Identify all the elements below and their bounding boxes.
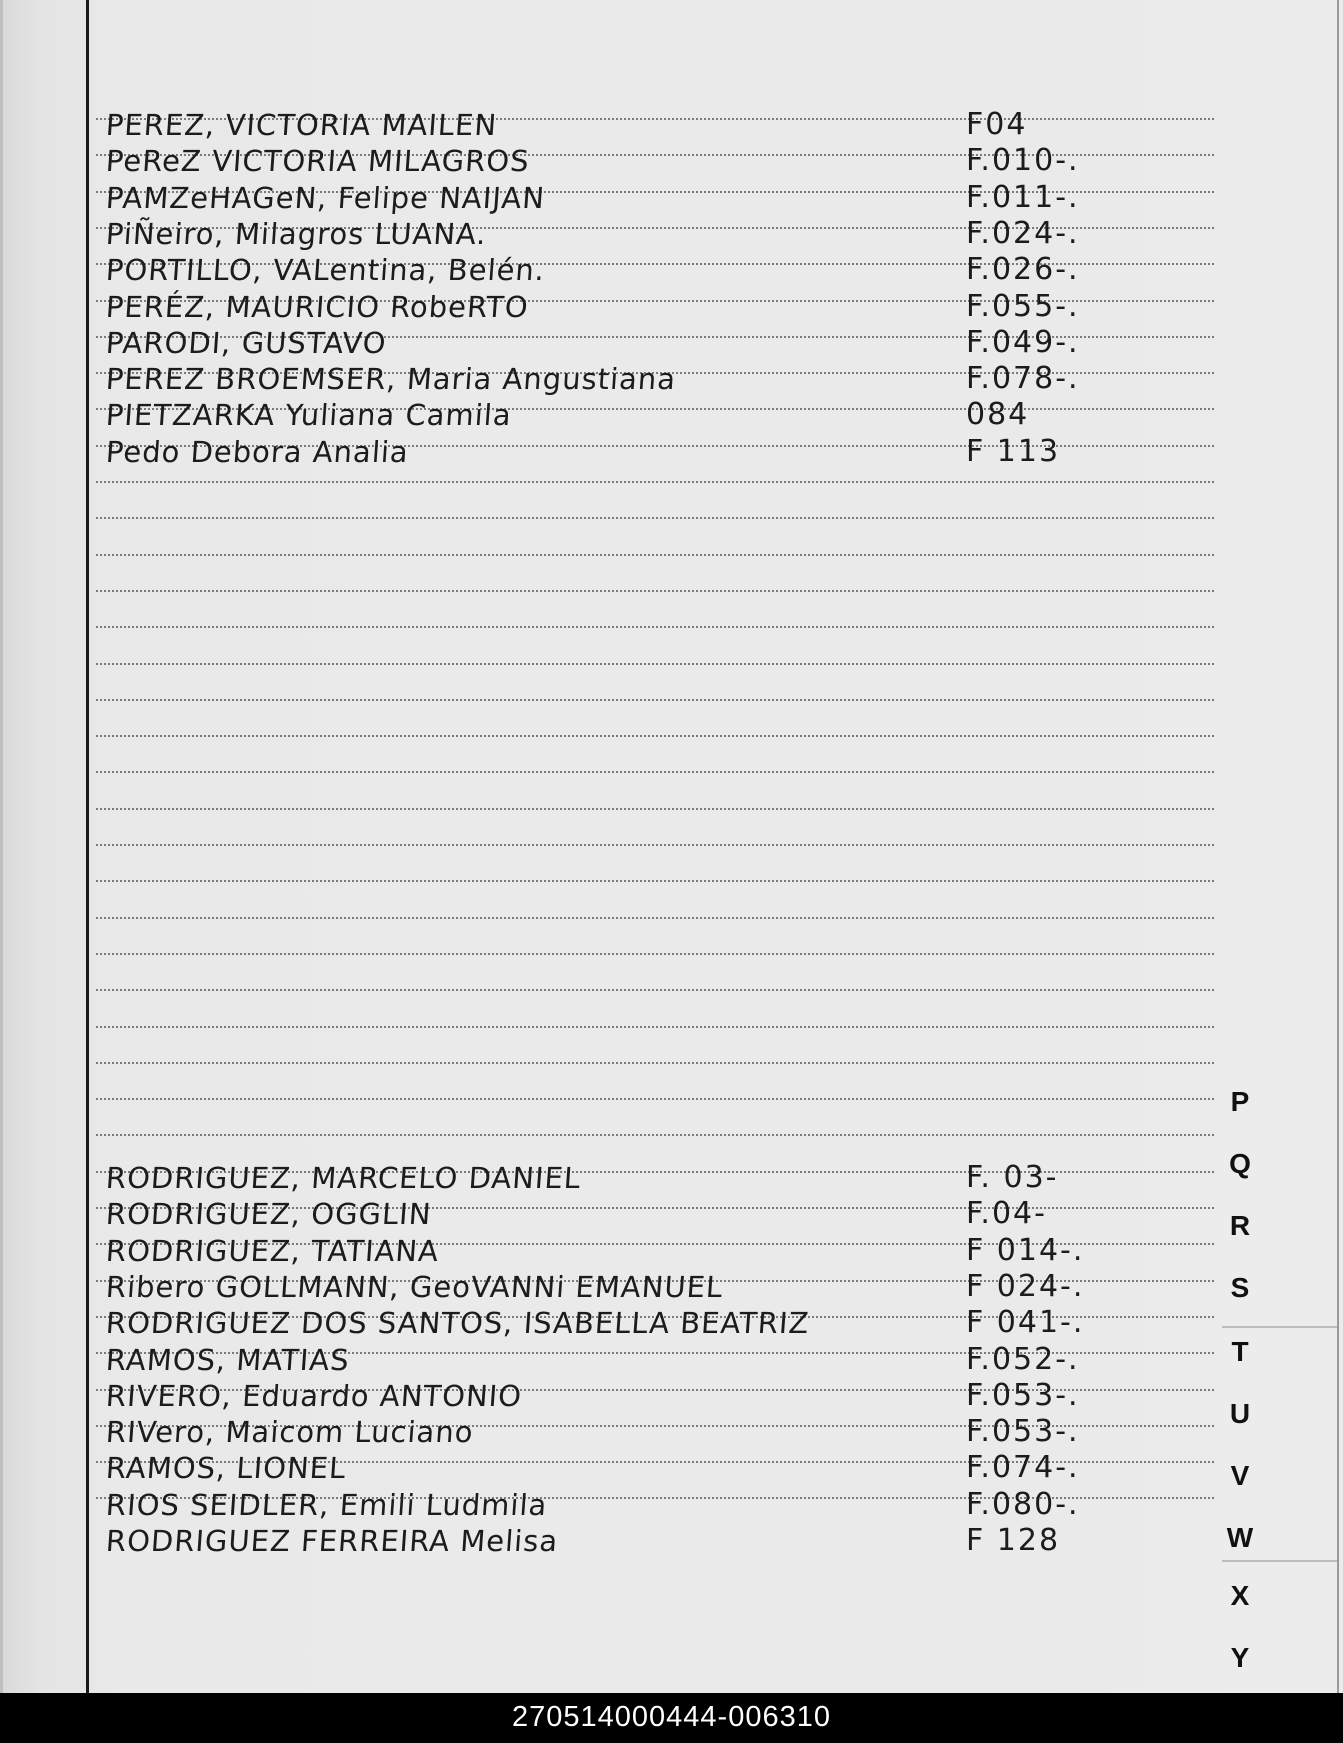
- entry-folio: F.026-.: [966, 252, 1080, 288]
- index-letter: P: [1230, 1086, 1250, 1117]
- entry-name: Ribero GOLLMANN, GeoVANNi EMANUEL: [104, 1269, 725, 1304]
- ledger-entry: [96, 108, 1206, 144]
- ledger-entry: [96, 1197, 1206, 1233]
- entry-folio: F.011-.: [966, 179, 1080, 215]
- ledger-entry: [96, 1270, 1206, 1306]
- entry-folio: F. 03-: [966, 1160, 1059, 1195]
- ruled-line: [96, 663, 1214, 665]
- entry-name: RODRIGUEZ, MARCELO DANIEL: [104, 1161, 583, 1195]
- entry-folio: F.053-.: [966, 1414, 1080, 1450]
- ledger-entry: [96, 181, 1206, 217]
- alphabet-index: [1222, 0, 1337, 1693]
- entry-folio: F.024-.: [966, 215, 1080, 251]
- ruled-line: [96, 1062, 1214, 1064]
- entry-name: PARODI, GUSTAVO: [104, 325, 388, 360]
- entry-name: PEREZ, VICTORIA MAILEN: [104, 108, 499, 142]
- entry-name: PIETZARKA Yuliana Camila: [104, 398, 513, 433]
- document-id: 270514000444-006310: [512, 1701, 831, 1733]
- entry-name: RODRIGUEZ FERREIRA Melisa: [104, 1524, 560, 1558]
- ledger-entry: [96, 144, 1206, 180]
- index-letter: Q: [1229, 1148, 1251, 1179]
- ruled-line: [96, 626, 1214, 628]
- ruled-line: [96, 989, 1214, 991]
- ruled-line: [96, 481, 1214, 483]
- entry-folio: F 128: [966, 1523, 1061, 1558]
- entry-name: Pedo Debora Analia: [104, 434, 410, 469]
- index-letter: S: [1230, 1272, 1250, 1303]
- entry-folio: 084: [966, 397, 1030, 433]
- index-letter: U: [1229, 1398, 1251, 1429]
- page-left-edge: [0, 0, 3, 1693]
- ledger-entry: [96, 1234, 1206, 1270]
- entry-folio: F.074-.: [966, 1450, 1080, 1486]
- page-right-edge: [1337, 0, 1339, 1693]
- entry-name: PORTILLO, VALentina, Belén.: [104, 253, 547, 288]
- entry-folio: F.049-.: [966, 324, 1080, 360]
- entry-name: RAMOS, LIONEL: [104, 1451, 348, 1486]
- entry-folio: F.055-.: [966, 288, 1080, 324]
- ledger-entry: [96, 435, 1206, 471]
- entry-name: RAMOS, MATIAS: [104, 1342, 351, 1377]
- ledger-entry: [96, 1415, 1206, 1451]
- ruled-line: [96, 808, 1214, 810]
- entry-folio: F.078-.: [966, 361, 1080, 397]
- margin-line: [86, 0, 89, 1693]
- entry-folio: F 041-.: [966, 1305, 1085, 1341]
- index-letter: Y: [1230, 1642, 1250, 1673]
- entry-folio: F 113: [966, 433, 1061, 469]
- ledger-entry: [96, 1343, 1206, 1379]
- ruled-line: [96, 699, 1214, 701]
- entry-name: RODRIGUEZ, TATIANA: [104, 1233, 441, 1268]
- entry-name: RODRIGUEZ, OGGLIN: [104, 1197, 433, 1232]
- entry-folio: F 024-.: [966, 1268, 1085, 1304]
- ruled-line: [96, 1134, 1214, 1136]
- entry-folio: F 014-.: [966, 1232, 1085, 1268]
- entry-name: RODRIGUEZ DOS SANTOS, ISABELLA BEATRIZ: [104, 1306, 811, 1341]
- index-letter: W: [1226, 1522, 1254, 1553]
- ledger-entry: [96, 1488, 1206, 1524]
- ruled-line: [96, 554, 1214, 556]
- entry-name: RIOS SEIDLER, Emili Ludmila: [104, 1487, 549, 1522]
- ruled-line: [96, 844, 1214, 846]
- ledger-entry: [96, 290, 1206, 326]
- ruled-line: [96, 590, 1214, 592]
- ruled-line: [96, 1098, 1214, 1100]
- ledger-entry: [96, 1306, 1206, 1342]
- index-letter: R: [1229, 1210, 1251, 1241]
- entry-name: PiÑeiro, Milagros LUANA.: [104, 216, 488, 251]
- ledger-entry: [96, 362, 1206, 398]
- ledger-entry: [96, 1379, 1206, 1415]
- ledger-entry: [96, 1451, 1206, 1487]
- index-letter: V: [1230, 1460, 1250, 1491]
- entry-folio: F.010-.: [966, 143, 1080, 179]
- index-letter: X: [1230, 1580, 1250, 1611]
- ruled-line: [96, 735, 1214, 737]
- ruled-line: [96, 1026, 1214, 1028]
- entry-name: RIVERO, Eduardo ANTONIO: [104, 1378, 524, 1413]
- entry-folio: F.04-: [966, 1196, 1047, 1232]
- ruled-line: [96, 880, 1214, 882]
- ledger-entry: [96, 1524, 1206, 1560]
- footer-bar: [0, 1693, 1343, 1743]
- entry-folio: F04: [966, 107, 1028, 142]
- entry-name: PERÉZ, MAURICIO RobeRTO: [104, 289, 530, 324]
- ledger-entry: [96, 217, 1206, 253]
- ruled-line: [96, 517, 1214, 519]
- ruled-line: [96, 953, 1214, 955]
- entry-name: PEREZ BROEMSER, Maria Angustiana: [104, 362, 678, 397]
- entry-name: RIVero, Maicom Luciano: [104, 1415, 475, 1450]
- ruled-line: [96, 917, 1214, 919]
- entry-name: PeReZ VICTORIA MILAGROS: [104, 144, 531, 179]
- entry-folio: F.053-.: [966, 1377, 1080, 1413]
- ledger-entry: [96, 326, 1206, 362]
- entry-folio: F.052-.: [966, 1341, 1080, 1377]
- ledger-entry: [96, 253, 1206, 289]
- entry-folio: F.080-.: [966, 1486, 1080, 1522]
- entry-name: PAMZeHAGeN, Felipe NAIJAN: [104, 180, 547, 215]
- ledger-entry: [96, 1161, 1206, 1197]
- index-letter: T: [1231, 1336, 1249, 1367]
- ledger-entry: [96, 398, 1206, 434]
- ruled-line: [96, 771, 1214, 773]
